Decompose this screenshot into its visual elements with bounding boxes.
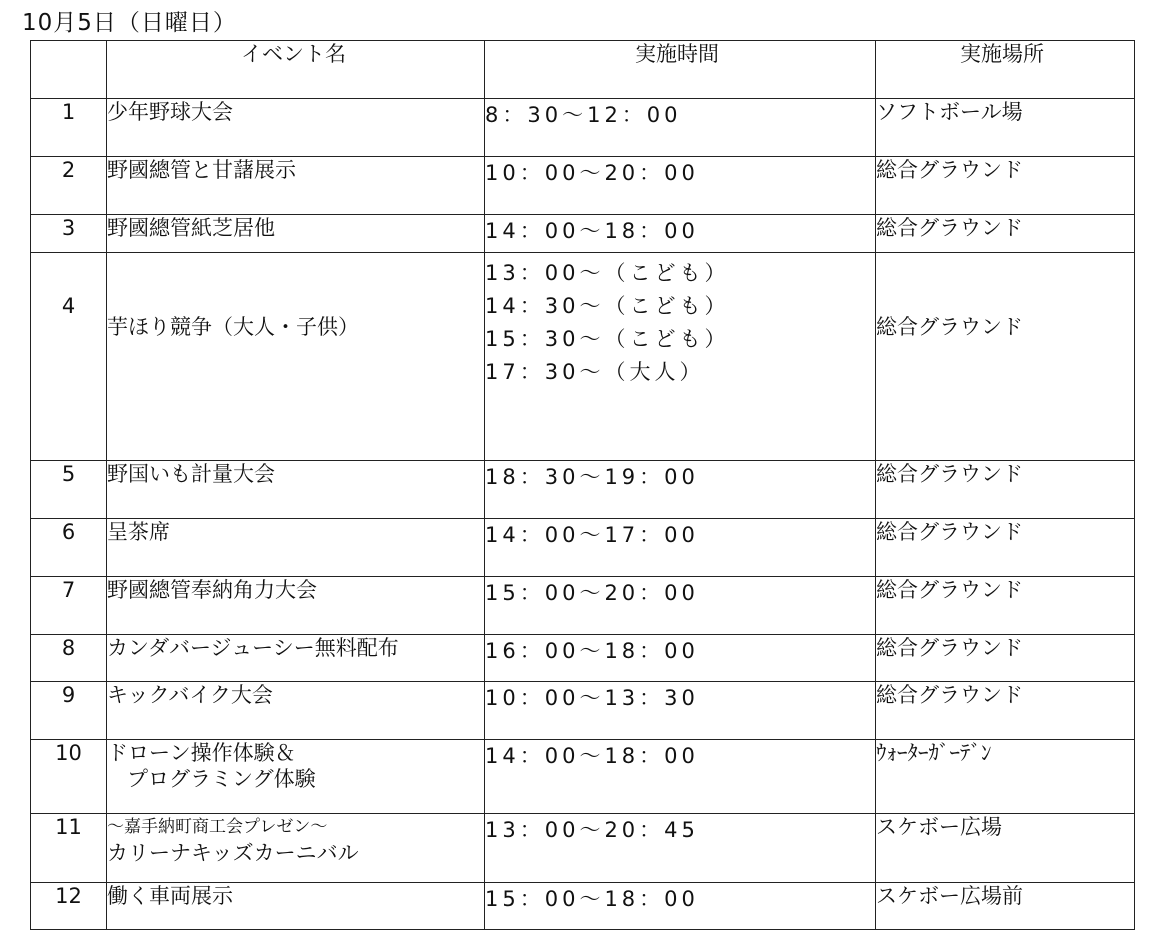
event-name: 芋ほり競争（大人・子供） (107, 253, 485, 461)
header-event-name: イベント名 (107, 41, 485, 99)
event-time: 15：00～20：00 (485, 577, 876, 635)
event-place: 総合グラウンド (876, 635, 1135, 682)
header-no (31, 41, 107, 99)
event-name: 野國總管紙芝居他 (107, 215, 485, 253)
row-number: 6 (31, 519, 107, 577)
event-place: 総合グラウンド (876, 157, 1135, 215)
event-place: 総合グラウンド (876, 461, 1135, 519)
event-time: 8：30～12：00 (485, 99, 876, 157)
table-row (31, 215, 1135, 253)
row-number: 12 (31, 883, 107, 930)
event-name: 呈茶席 (107, 519, 485, 577)
table-row (31, 99, 1135, 157)
table-row (31, 740, 1135, 814)
table-row (31, 635, 1135, 682)
date-heading: 10月5日（日曜日） (22, 10, 237, 36)
event-place: 総合グラウンド (876, 215, 1135, 253)
event-name: 少年野球大会 (107, 99, 485, 157)
event-place: ｳｫｰﾀｰｶﾞｰﾃﾞﾝ (876, 740, 1135, 814)
table-header-row (31, 41, 1135, 99)
row-number: 2 (31, 157, 107, 215)
row-number: 1 (31, 99, 107, 157)
event-schedule-table (30, 40, 1135, 930)
event-place: 総合グラウンド (876, 682, 1135, 740)
event-name: 働く車両展示 (107, 883, 485, 930)
event-place: スケボー広場前 (876, 883, 1135, 930)
row-number: 9 (31, 682, 107, 740)
table-row (31, 461, 1135, 519)
header-place: 実施場所 (876, 41, 1135, 99)
event-time: 13：00～（こども） 14：30～（こども） 15：30～（こども） 17：30～（大人） (485, 253, 876, 461)
event-time: 13：00～20：45 (485, 814, 876, 883)
event-place: スケボー広場 (876, 814, 1135, 883)
row-number: 5 (31, 461, 107, 519)
event-name: カンダバージューシー無料配布 (107, 635, 485, 682)
event-name: ～嘉手納町商工会プレゼン～ カリーナキッズカーニバル (107, 814, 485, 883)
event-name: キックバイク大会 (107, 682, 485, 740)
event-time: 14：00～17：00 (485, 519, 876, 577)
event-name: 野國總管と甘藷展示 (107, 157, 485, 215)
event-time: 18：30～19：00 (485, 461, 876, 519)
event-time: 10：00～13：30 (485, 682, 876, 740)
event-place: 総合グラウンド (876, 519, 1135, 577)
event-name: 野國總管奉納角力大会 (107, 577, 485, 635)
row-number: 3 (31, 215, 107, 253)
row-number: 4 (31, 253, 107, 461)
event-time: 14：00～18：00 (485, 740, 876, 814)
table-row (31, 814, 1135, 883)
event-place: ソフトボール場 (876, 99, 1135, 157)
row-number: 10 (31, 740, 107, 814)
event-name: 野国いも計量大会 (107, 461, 485, 519)
event-name: ドローン操作体験＆ プログラミング体験 (107, 740, 485, 814)
event-time: 10：00～20：00 (485, 157, 876, 215)
table-row (31, 577, 1135, 635)
table-row (31, 157, 1135, 215)
event-place: 総合グラウンド (876, 253, 1135, 461)
row-number: 7 (31, 577, 107, 635)
table-row (31, 253, 1135, 461)
row-number: 11 (31, 814, 107, 883)
table-row (31, 682, 1135, 740)
event-time: 14：00～18：00 (485, 215, 876, 253)
table-row (31, 883, 1135, 930)
header-time: 実施時間 (485, 41, 876, 99)
event-time: 15：00～18：00 (485, 883, 876, 930)
row-number: 8 (31, 635, 107, 682)
event-place: 総合グラウンド (876, 577, 1135, 635)
table-row (31, 519, 1135, 577)
event-time: 16：00～18：00 (485, 635, 876, 682)
